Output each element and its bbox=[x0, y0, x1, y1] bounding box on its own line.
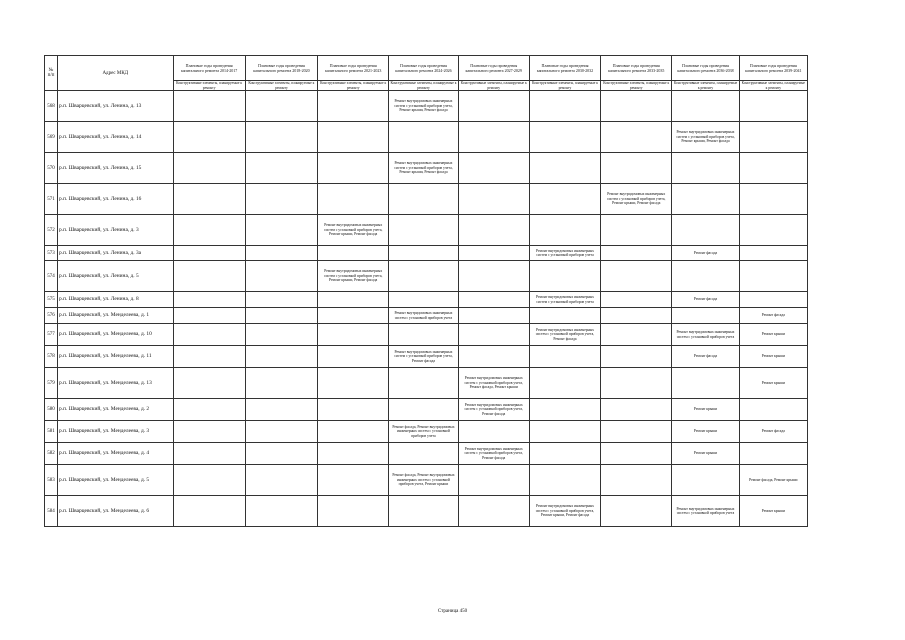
repair-cell bbox=[389, 443, 458, 465]
repair-cell bbox=[529, 443, 600, 465]
table-row bbox=[45, 421, 808, 443]
repair-cell: Ремонт внутридомовых инженерных систем с установкой приборов учета, Ремонт фасада bbox=[529, 324, 600, 346]
repair-cell bbox=[245, 399, 317, 421]
row-number: 575 bbox=[45, 292, 58, 308]
repair-cell bbox=[601, 246, 672, 261]
repair-cell bbox=[458, 184, 529, 215]
repair-cell: Ремонт внутридомовых инженерных систем с установкой приборов учета, Ремонт крыши, Ремонт фасада bbox=[389, 153, 458, 184]
repair-cell: Ремонт внутридомовых инженерных систем с установкой приборов учета, Ремонт фасада bbox=[458, 399, 529, 421]
header-period-sub-3: Конструктивные элементы, планируемые к ремонту bbox=[390, 81, 457, 90]
repair-cell bbox=[601, 346, 672, 368]
repair-cell: Ремонт фасада bbox=[672, 292, 739, 308]
page-number: Страница 450 bbox=[437, 609, 468, 614]
repair-cell bbox=[672, 465, 739, 496]
repair-cell bbox=[601, 399, 672, 421]
header-period-5: Плановые годы проведения капитального ремонта 2030-2032 bbox=[529, 56, 600, 81]
repair-cell bbox=[389, 324, 458, 346]
row-number: 571 bbox=[45, 184, 58, 215]
repair-cell: Ремонт крыши bbox=[672, 443, 739, 465]
header-period-4: Плановые годы проведения капитального ремонта 2027-2029 bbox=[458, 56, 529, 81]
table-row bbox=[45, 443, 808, 465]
row-number: 568 bbox=[45, 91, 58, 122]
repair-cell bbox=[672, 261, 739, 292]
table-row bbox=[45, 153, 808, 184]
repair-cell bbox=[601, 496, 672, 527]
repair-cell bbox=[318, 496, 389, 527]
repair-schedule-table bbox=[44, 55, 808, 527]
repair-cell bbox=[245, 153, 317, 184]
repair-cell bbox=[245, 496, 317, 527]
repair-cell bbox=[601, 324, 672, 346]
table-row bbox=[45, 261, 808, 292]
repair-cell bbox=[318, 184, 389, 215]
header-row bbox=[45, 56, 808, 81]
repair-cell bbox=[318, 153, 389, 184]
repair-cell bbox=[245, 324, 317, 346]
table-row bbox=[45, 399, 808, 421]
repair-cell bbox=[389, 122, 458, 153]
repair-cell bbox=[601, 421, 672, 443]
repair-cell bbox=[245, 465, 317, 496]
repair-cell: Ремонт фасада bbox=[739, 308, 807, 324]
row-number: 574 bbox=[45, 261, 58, 292]
repair-cell: Ремонт внутридомовых инженерных систем с установкой приборов учета, Ремонт крыши, Ремонт фасада bbox=[529, 496, 600, 527]
repair-cell bbox=[245, 215, 317, 246]
header-period-1: Плановые годы проведения капитального ремонта 2018-2020 bbox=[245, 56, 317, 81]
header-period-sub-2: Конструктивные элементы, планируемые к ремонту bbox=[318, 81, 389, 91]
repair-cell: Ремонт внутридомовых инженерных систем с установкой приборов учета, Ремонт крыши, Ремонт фасада bbox=[601, 184, 672, 215]
repair-cell bbox=[458, 465, 529, 496]
repair-cell bbox=[245, 246, 317, 261]
repair-cell bbox=[245, 308, 317, 324]
row-address: р.п. Шварцевский, ул. Менделеева, д. 4 bbox=[58, 443, 173, 465]
repair-cell bbox=[173, 215, 245, 246]
repair-cell bbox=[318, 346, 389, 368]
row-number: 572 bbox=[45, 215, 58, 246]
repair-cell bbox=[245, 292, 317, 308]
repair-cell bbox=[245, 368, 317, 399]
header-period-sub-0: Конструктивные элементы, планируемые к ремонту bbox=[173, 81, 245, 91]
header-period-3: Плановые годы проведения капитального ремонта 2024-2026 bbox=[389, 56, 458, 81]
repair-cell bbox=[529, 308, 600, 324]
header-address: Адрес МКД bbox=[58, 56, 173, 91]
repair-cell bbox=[389, 368, 458, 399]
header-period-sub-7: Конструктивные элементы, планируемые к ремонту bbox=[673, 81, 738, 90]
row-address: р.п. Шварцевский, ул. Ленина, д. 14 bbox=[58, 122, 173, 153]
row-address: р.п. Шварцевский, ул. Менделеева, д. 5 bbox=[58, 465, 173, 496]
repair-cell: Ремонт крыши bbox=[739, 346, 807, 368]
repair-cell bbox=[601, 368, 672, 399]
repair-cell bbox=[318, 122, 389, 153]
repair-cell bbox=[739, 443, 807, 465]
table-row bbox=[45, 465, 808, 496]
repair-cell bbox=[458, 324, 529, 346]
repair-cell bbox=[318, 91, 389, 122]
repair-cell bbox=[601, 122, 672, 153]
repair-cell bbox=[245, 122, 317, 153]
header-period-7: Плановые годы проведения капитального ремонта 2036-2038 bbox=[672, 56, 739, 81]
repair-cell: Ремонт крыши bbox=[739, 368, 807, 399]
row-address: р.п. Шварцевский, ул. Менделеева, д. 1 bbox=[58, 308, 173, 324]
row-address: р.п. Шварцевский, ул. Ленина, д. 13 bbox=[58, 91, 173, 122]
repair-cell bbox=[389, 184, 458, 215]
table-row bbox=[45, 122, 808, 153]
repair-cell: Ремонт внутридомовых инженерных систем с установкой приборов учета, Ремонт крыши, Ремонт фасада bbox=[318, 215, 389, 246]
row-number: 578 bbox=[45, 346, 58, 368]
header-period-sub-6: Конструктивные элементы, планируемые к ремонту bbox=[601, 81, 672, 91]
repair-cell bbox=[318, 368, 389, 399]
row-address: р.п. Шварцевский, ул. Менделеева, д. 11 bbox=[58, 346, 173, 368]
table-row bbox=[45, 324, 808, 346]
repair-cell bbox=[173, 368, 245, 399]
repair-cell bbox=[458, 308, 529, 324]
repair-cell bbox=[173, 91, 245, 122]
table-row bbox=[45, 346, 808, 368]
repair-cell bbox=[389, 246, 458, 261]
repair-cell bbox=[739, 261, 807, 292]
repair-cell bbox=[458, 246, 529, 261]
repair-cell bbox=[389, 261, 458, 292]
repair-cell bbox=[173, 308, 245, 324]
row-address: р.п. Шварцевский, ул. Ленина, д. 16 bbox=[58, 184, 173, 215]
repair-cell bbox=[173, 324, 245, 346]
repair-cell: Ремонт фасада bbox=[739, 421, 807, 443]
repair-cell bbox=[529, 421, 600, 443]
table-row bbox=[45, 246, 808, 261]
repair-cell bbox=[672, 184, 739, 215]
repair-cell bbox=[601, 215, 672, 246]
repair-cell bbox=[245, 184, 317, 215]
repair-cell bbox=[672, 308, 739, 324]
table-row bbox=[45, 184, 808, 215]
row-number: 581 bbox=[45, 421, 58, 443]
header-period-sub-4: Конструктивные элементы, планируемые к ремонту bbox=[458, 81, 529, 91]
repair-cell bbox=[245, 443, 317, 465]
repair-cell bbox=[245, 421, 317, 443]
header-period-2: Плановые годы проведения капитального ремонта 2021-2023 bbox=[318, 56, 389, 81]
repair-cell: Ремонт внутридомовых инженерных систем с установкой приборов учета, Ремонт крыши, Ремонт фасада bbox=[389, 91, 458, 122]
repair-cell bbox=[173, 261, 245, 292]
table-row bbox=[45, 308, 808, 324]
repair-cell: Ремонт внутридомовых инженерных систем с установкой приборов учета bbox=[672, 496, 739, 527]
repair-cell bbox=[529, 368, 600, 399]
row-address: р.п. Шварцевский, ул. Ленина, д. 5 bbox=[58, 261, 173, 292]
repair-cell bbox=[173, 292, 245, 308]
repair-cell bbox=[529, 122, 600, 153]
header-period-sub-1: Конструктивные элементы, планируемые к ремонту bbox=[245, 81, 317, 91]
repair-cell bbox=[245, 91, 317, 122]
table-row bbox=[45, 496, 808, 527]
repair-cell bbox=[672, 91, 739, 122]
table-header bbox=[45, 56, 808, 91]
row-address: р.п. Шварцевский, ул. Менделеева, д. 3 bbox=[58, 421, 173, 443]
repair-cell bbox=[173, 346, 245, 368]
table-row bbox=[45, 91, 808, 122]
row-number: 576 bbox=[45, 308, 58, 324]
table-body bbox=[45, 91, 808, 527]
row-address: р.п. Шварцевский, ул. Менделеева, д. 6 bbox=[58, 496, 173, 527]
repair-cell bbox=[458, 91, 529, 122]
repair-cell bbox=[173, 153, 245, 184]
repair-cell: Ремонт внутридомовых инженерных систем с установкой приборов учета bbox=[529, 246, 600, 261]
row-address: р.п. Шварцевский, ул. Ленина, д. 8 bbox=[58, 292, 173, 308]
repair-cell bbox=[173, 421, 245, 443]
header-period-sub-5: Конструктивные элементы, планируемые к ремонту bbox=[529, 81, 600, 91]
repair-cell bbox=[173, 122, 245, 153]
repair-cell: Ремонт внутридомовых инженерных систем с установкой приборов учета, Ремонт фасада bbox=[389, 346, 458, 368]
repair-cell bbox=[739, 292, 807, 308]
repair-cell bbox=[389, 399, 458, 421]
repair-cell bbox=[458, 496, 529, 527]
repair-cell bbox=[173, 184, 245, 215]
repair-cell bbox=[389, 496, 458, 527]
repair-cell bbox=[318, 443, 389, 465]
repair-cell bbox=[672, 368, 739, 399]
header-period-0: Плановые годы проведения капитального ремонта 2014-2017 bbox=[173, 56, 245, 81]
row-number: 583 bbox=[45, 465, 58, 496]
repair-cell bbox=[318, 324, 389, 346]
repair-cell bbox=[601, 292, 672, 308]
header-period-6: Плановые годы проведения капитального ремонта 2033-2035 bbox=[601, 56, 672, 81]
header-period-8: Плановые годы проведения капитального ремонта 2039-2041 bbox=[739, 56, 807, 81]
table-row bbox=[45, 368, 808, 399]
repair-cell bbox=[739, 184, 807, 215]
repair-cell bbox=[529, 153, 600, 184]
header-period-sub-8: Конструктивные элементы, планируемые к ремонту bbox=[739, 81, 807, 91]
repair-cell bbox=[529, 91, 600, 122]
repair-cell: Ремонт крыши bbox=[739, 324, 807, 346]
repair-cell: Ремонт внутридомовых инженерных систем с установкой приборов учета bbox=[529, 292, 600, 308]
repair-cell bbox=[458, 153, 529, 184]
repair-cell bbox=[245, 346, 317, 368]
repair-cell bbox=[739, 91, 807, 122]
repair-cell: Ремонт внутридомовых инженерных систем с установкой приборов учета, Ремонт крыши, Ремонт фасада bbox=[318, 261, 389, 292]
repair-cell: Ремонт внутридомовых инженерных систем с установкой приборов учета bbox=[672, 324, 739, 346]
row-address: р.п. Шварцевский, ул. Менделеева, д. 2 bbox=[58, 399, 173, 421]
repair-cell bbox=[739, 215, 807, 246]
repair-cell bbox=[173, 496, 245, 527]
repair-cell: Ремонт фасада, Ремонт внутридомовых инженерных систем с установкой приборов учета, Ремонт крыши bbox=[389, 465, 458, 496]
repair-cell bbox=[601, 153, 672, 184]
row-number: 577 bbox=[45, 324, 58, 346]
repair-cell bbox=[529, 184, 600, 215]
repair-cell: Ремонт фасада bbox=[672, 346, 739, 368]
repair-cell bbox=[529, 346, 600, 368]
row-address: р.п. Шварцевский, ул. Менделеева, д. 13 bbox=[58, 368, 173, 399]
repair-cell bbox=[601, 443, 672, 465]
row-number: 580 bbox=[45, 399, 58, 421]
repair-cell: Ремонт внутридомовых инженерных систем с установкой приборов учета, Ремонт фасада, Ремонт крыши bbox=[458, 368, 529, 399]
repair-cell bbox=[529, 399, 600, 421]
row-address: р.п. Шварцевский, ул. Ленина, д. 3 bbox=[58, 215, 173, 246]
repair-cell bbox=[529, 465, 600, 496]
repair-cell bbox=[318, 399, 389, 421]
repair-cell bbox=[739, 122, 807, 153]
repair-cell bbox=[739, 153, 807, 184]
header-num: № п/п bbox=[45, 56, 58, 91]
repair-cell bbox=[529, 261, 600, 292]
repair-cell: Ремонт внутридомовых инженерных систем с установкой приборов учета bbox=[389, 308, 458, 324]
repair-cell bbox=[173, 399, 245, 421]
repair-cell: Ремонт крыши bbox=[672, 399, 739, 421]
repair-cell bbox=[529, 215, 600, 246]
table-row bbox=[45, 292, 808, 308]
row-number: 584 bbox=[45, 496, 58, 527]
repair-cell bbox=[173, 443, 245, 465]
repair-cell bbox=[601, 261, 672, 292]
row-number: 582 bbox=[45, 443, 58, 465]
repair-cell: Ремонт фасада, Ремонт крыши bbox=[739, 465, 807, 496]
table-row bbox=[45, 215, 808, 246]
repair-cell bbox=[173, 465, 245, 496]
row-number: 570 bbox=[45, 153, 58, 184]
repair-cell bbox=[672, 153, 739, 184]
row-number: 573 bbox=[45, 246, 58, 261]
repair-cell: Ремонт крыши bbox=[739, 496, 807, 527]
repair-cell: Ремонт фасада bbox=[672, 246, 739, 261]
row-address: р.п. Шварцевский, ул. Ленина, д. 15 bbox=[58, 153, 173, 184]
row-address: р.п. Шварцевский, ул. Ленина, д. 3а bbox=[58, 246, 173, 261]
repair-cell bbox=[318, 465, 389, 496]
repair-cell: Ремонт крыши bbox=[672, 421, 739, 443]
repair-cell: Ремонт внутридомовых инженерных систем с установкой приборов учета, Ремонт фасада bbox=[458, 443, 529, 465]
row-address: р.п. Шварцевский, ул. Менделеева, д. 10 bbox=[58, 324, 173, 346]
repair-cell bbox=[458, 215, 529, 246]
repair-cell bbox=[389, 215, 458, 246]
repair-cell: Ремонт внутридомовых инженерных систем с установкой приборов учета, Ремонт крыши, Ремонт фасада bbox=[672, 122, 739, 153]
repair-cell bbox=[672, 215, 739, 246]
repair-cell: Ремонт фасада, Ремонт внутридомовых инженерных систем с установкой приборов учета bbox=[389, 421, 458, 443]
repair-cell bbox=[318, 292, 389, 308]
row-number: 569 bbox=[45, 122, 58, 153]
repair-cell bbox=[458, 346, 529, 368]
repair-cell bbox=[245, 261, 317, 292]
repair-cell bbox=[458, 421, 529, 443]
repair-cell bbox=[601, 91, 672, 122]
row-number: 579 bbox=[45, 368, 58, 399]
repair-cell bbox=[458, 292, 529, 308]
repair-cell bbox=[318, 308, 389, 324]
repair-cell bbox=[318, 246, 389, 261]
repair-cell bbox=[318, 421, 389, 443]
repair-cell bbox=[601, 465, 672, 496]
repair-cell bbox=[458, 261, 529, 292]
repair-cell bbox=[458, 122, 529, 153]
repair-cell bbox=[389, 292, 458, 308]
repair-cell bbox=[173, 246, 245, 261]
repair-cell bbox=[601, 308, 672, 324]
repair-cell bbox=[739, 399, 807, 421]
repair-cell bbox=[739, 246, 807, 261]
